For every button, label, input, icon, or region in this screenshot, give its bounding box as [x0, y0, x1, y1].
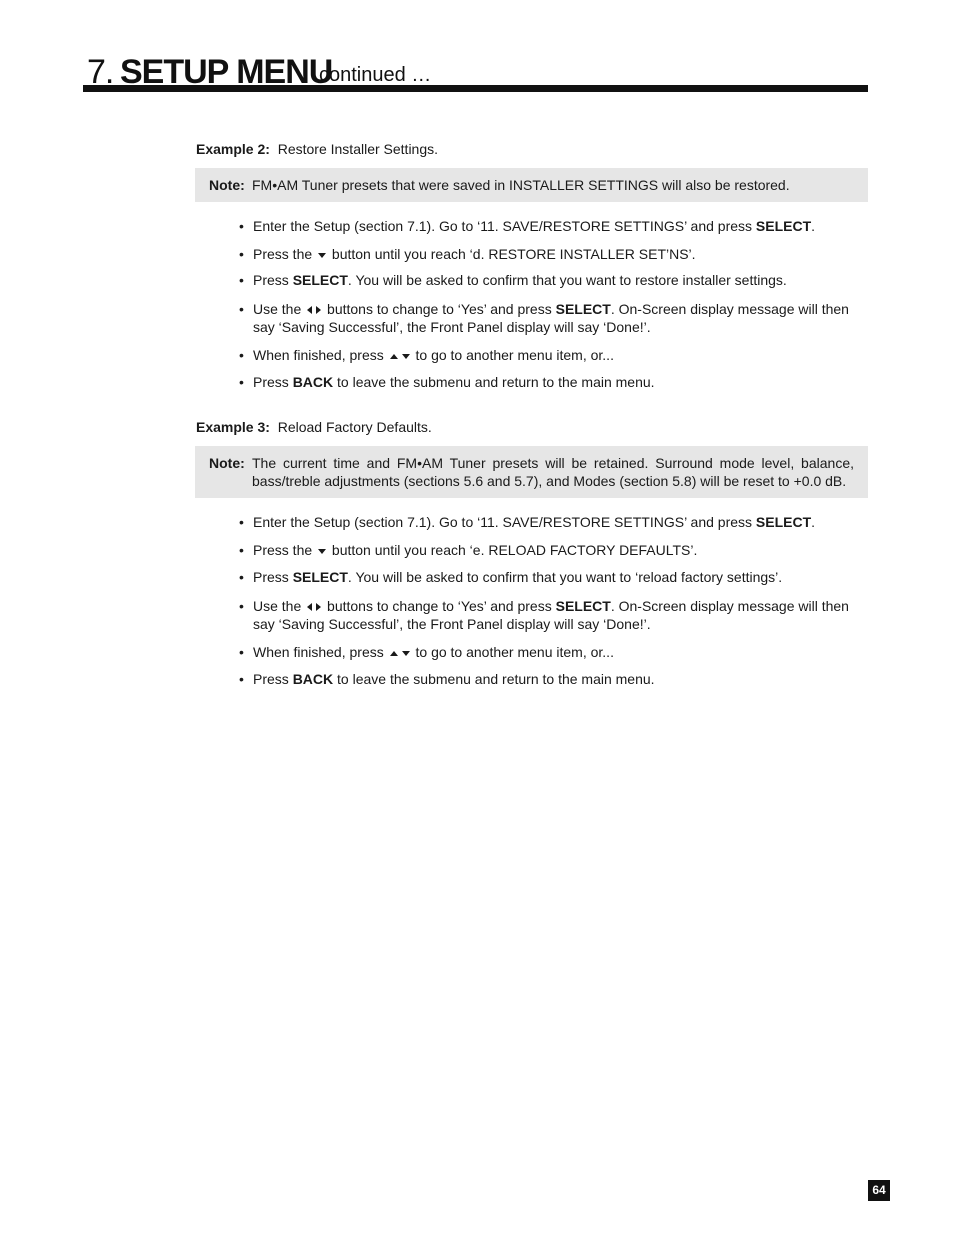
list-item: • Press SELECT. You will be asked to confirm that you want to ‘reload factory settings’.: [239, 569, 783, 585]
list-item: • Press the button until you reach ‘e. RELOAD FACTORY DEFAULTS’.: [239, 542, 698, 558]
list-item: • Use the buttons to change to ‘Yes’ and press SELECT. On-Screen display message will then say ‘Saving Successful’, the Front Panel display will say ‘Done!’.: [239, 301, 849, 335]
page-title: SETUP MENU: [120, 53, 333, 91]
list-item: • When finished, press to go to another menu item, or...: [239, 347, 614, 363]
list-item: • Press BACK to leave the submenu and return to the main menu.: [239, 374, 655, 390]
right-arrow-icon: [316, 603, 321, 611]
page-header: [83, 48, 868, 92]
right-arrow-icon: [316, 306, 321, 314]
list-item: • Press BACK to leave the submenu and return to the main menu.: [239, 671, 655, 687]
list-item: • Use the buttons to change to ‘Yes’ and press SELECT. On-Screen display message will then say ‘Saving Successful’, the Front Panel display will say ‘Done!’.: [239, 598, 849, 632]
example-2-steps: [196, 217, 868, 391]
list-item: • Press the button until you reach ‘d. RESTORE INSTALLER SET’NS’.: [239, 246, 696, 262]
example-2-note: [195, 168, 868, 202]
down-arrow-icon: [318, 549, 326, 554]
left-arrow-icon: [307, 603, 312, 611]
note-label: Note:: [209, 177, 245, 193]
note-text: FM•AM Tuner presets that were saved in INSTALLER SETTINGS will also be restored.: [252, 177, 790, 193]
section-number: 7.: [87, 53, 114, 91]
example-3-note: [195, 446, 868, 498]
page-content: [196, 140, 868, 688]
continued-label: continued …: [319, 64, 432, 86]
example-3-steps: [196, 513, 868, 688]
example-3-heading: Example 3: Reload Factory Defaults.: [196, 419, 432, 435]
up-arrow-icon: [390, 651, 398, 656]
list-item: • When finished, press to go to another menu item, or...: [239, 644, 614, 660]
page-number: 64: [868, 1180, 890, 1201]
note-text: The current time and FM•AM Tuner presets will be retained. Surround mode level, balance, bass/treble adjustments (sections 5.6 and 5.7), and Modes (section 5.8) will be reset to +0.0 dB.: [252, 455, 854, 489]
left-arrow-icon: [307, 306, 312, 314]
down-arrow-icon: [402, 651, 410, 656]
list-item: • Press SELECT. You will be asked to confirm that you want to restore installer settings.: [239, 272, 787, 288]
down-arrow-icon: [318, 253, 326, 258]
up-arrow-icon: [390, 354, 398, 359]
list-item: • Enter the Setup (section 7.1). Go to ‘11. SAVE/RESTORE SETTINGS’ and press SELECT.: [239, 514, 816, 530]
down-arrow-icon: [402, 354, 410, 359]
list-item: • Enter the Setup (section 7.1). Go to ‘11. SAVE/RESTORE SETTINGS’ and press SELECT.: [239, 218, 816, 234]
example-2-heading: Example 2: Restore Installer Settings.: [196, 141, 439, 157]
note-label: Note:: [209, 455, 245, 471]
